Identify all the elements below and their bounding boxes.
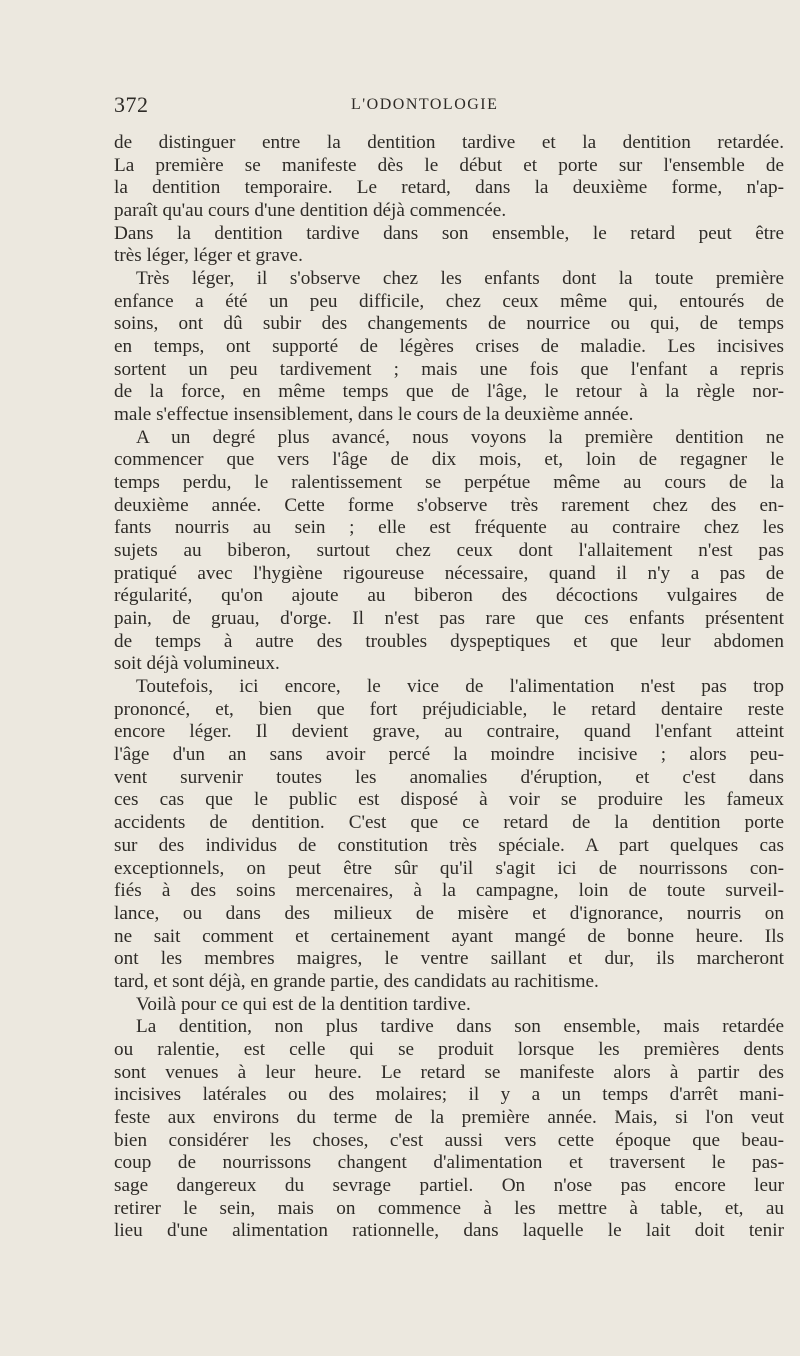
text-line: régularité, qu'on ajoute au biberon des décoctions vulgaires de [114,585,784,607]
page-header [114,92,786,122]
text-line: sujets au biberon, surtout chez ceux dont l'allaitement n'est pas [114,540,784,562]
text-line: ces cas que le public est disposé à voir se produire les fameux [114,789,784,811]
text-line: sage dangereux du sevrage partiel. On n'ose pas encore leur [114,1174,784,1196]
body-text [114,132,784,1243]
text-line: male s'effectue insensiblement, dans le cours de la deuxième année. [114,404,634,426]
text-line: en temps, ont supporté de légères crises de maladie. Les incisives [114,336,784,358]
text-line: soit déjà volumineux. [114,653,280,675]
text-line: prononcé, et, bien que fort préjudiciable, le retard dentaire reste [114,698,784,720]
text-line: pratiqué avec l'hygiène rigoureuse nécessaire, quand il n'y a pas de [114,562,784,584]
text-line: paraît qu'au cours d'une dentition déjà commencée. [114,200,507,222]
text-line: ont les membres maigres, le ventre saillant et dur, ils marcheront [114,948,784,970]
text-line: bien considérer les choses, c'est aussi vers cette époque que beau- [114,1129,784,1151]
text-line: ne sait comment et certainement ayant mangé de bonne heure. Ils [114,925,784,947]
text-line: incisives latérales ou des molaires; il y a un temps d'arrêt mani- [114,1084,784,1106]
text-line: Voilà pour ce qui est de la dentition tardive. [136,993,471,1015]
text-line: fants nourris au sein ; elle est fréquente au contraire chez les [114,517,784,539]
text-line: lieu d'une alimentation rationnelle, dans laquelle le lait doit tenir [114,1220,784,1242]
text-line: encore léger. Il devient grave, au contraire, quand l'enfant atteint [114,721,784,743]
text-line: vent survenir toutes les anomalies d'éruption, et c'est dans [114,766,784,788]
text-line: coup de nourrissons changent d'alimentation et traversent le pas- [114,1152,784,1174]
text-line: accidents de dentition. C'est que ce retard de la dentition porte [114,812,784,834]
text-line: retirer le sein, mais on commence à les mettre à table, et, au [114,1197,784,1219]
text-line: pain, de gruau, d'orge. Il n'est pas rare que ces enfants présentent [114,608,784,630]
text-line: temps perdu, le ralentissement se perpétue même au cours de la [114,472,784,494]
text-line: sont venues à leur heure. Le retard se manifeste alors à partir des [114,1061,784,1083]
text-line: l'âge d'un an sans avoir percé la moindre incisive ; alors peu- [114,744,784,766]
text-line: exceptionnels, on peut être sûr qu'il s'agit ici de nourrissons con- [114,857,784,879]
text-line: commencer que vers l'âge de dix mois, et, loin de regagner le [114,449,784,471]
text-line: de la force, en même temps que de l'âge, le retour à la règle nor- [114,381,784,403]
text-line: enfance a été un peu difficile, chez ceux même qui, entourés de [114,290,784,312]
text-line: de temps à autre des troubles dyspeptiques et que leur abdomen [114,630,784,652]
text-line: très léger, léger et grave. [114,245,303,267]
text-line: deuxième année. Cette forme s'observe très rarement chez des en- [114,494,784,516]
text-line: tard, et sont déjà, en grande partie, des candidats au rachitisme. [114,970,599,992]
text-line: Toutefois, ici encore, le vice de l'alimentation n'est pas trop [136,676,784,698]
text-line: ou ralentie, est celle qui se produit lorsque les premières dents [114,1038,784,1060]
text-line: Très léger, il s'observe chez les enfants dont la toute première [136,268,784,290]
text-line: La première se manifeste dès le début et porte sur l'ensemble de [114,154,784,176]
text-line: la dentition temporaire. Le retard, dans la deuxième forme, n'ap- [114,177,784,199]
running-head: L'ODONTOLOGIE [351,96,499,113]
text-line: A un degré plus avancé, nous voyons la première dentition ne [136,426,784,448]
text-line: La dentition, non plus tardive dans son ensemble, mais retardée [136,1016,784,1038]
text-line: Dans la dentition tardive dans son ensemble, le retard peut être [114,222,784,244]
text-line: lance, ou dans des milieux de misère et d'ignorance, nourris on [114,902,784,924]
text-line: sortent un peu tardivement ; mais une fois que l'enfant a repris [114,358,784,380]
text-line: sur des individus de constitution très spéciale. A part quelques cas [114,834,784,856]
page-number: 372 [114,92,149,117]
text-line: fiés à des soins mercenaires, à la campagne, loin de toute surveil- [114,880,784,902]
text-line: feste aux environs du terme de la première année. Mais, si l'on veut [114,1106,784,1128]
text-line: soins, ont dû subir des changements de nourrice ou qui, de temps [114,313,784,335]
text-line: de distinguer entre la dentition tardive et la dentition retardée. [114,132,784,153]
